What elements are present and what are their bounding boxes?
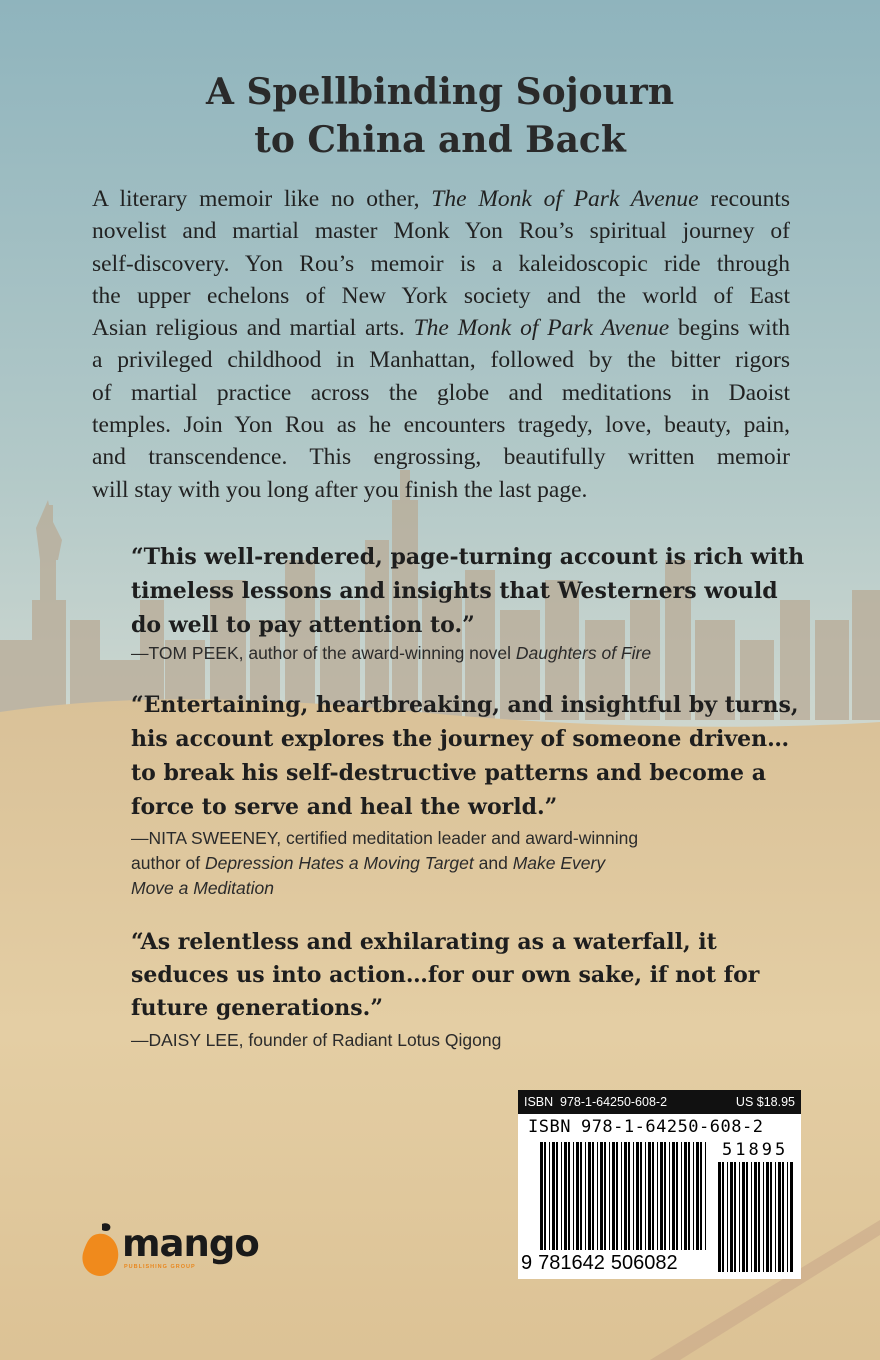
isbn-label: ISBN xyxy=(524,1095,554,1109)
barcode-bar xyxy=(746,1162,748,1272)
endorsement-quote-3 xyxy=(131,926,759,1025)
barcode-bar xyxy=(664,1142,666,1250)
barcode-bar xyxy=(576,1142,579,1250)
publisher-subtitle: PUBLISHING GROUP xyxy=(124,1264,196,1270)
barcode-bar xyxy=(564,1142,567,1250)
barcode-bar xyxy=(693,1142,694,1250)
barcode-bar xyxy=(775,1162,776,1272)
barcode-bar xyxy=(734,1162,736,1272)
barcode-bar xyxy=(766,1162,769,1272)
barcode-bar xyxy=(544,1142,546,1250)
barcode-bar xyxy=(597,1142,598,1250)
barcode-bar xyxy=(609,1142,610,1250)
publisher-logo xyxy=(80,1222,270,1282)
barcode-bar xyxy=(770,1162,772,1272)
endorsement-attribution-2: —NITA SWEENEY, certified meditation leader and award-winning author of Depression Hates a Moving Target and Make Every Move a Meditation xyxy=(131,828,639,898)
quote-line: force to serve and heal the world.” xyxy=(131,794,558,820)
barcode-bar xyxy=(573,1142,574,1250)
barcode-bar xyxy=(604,1142,606,1250)
barcode-bar xyxy=(754,1162,757,1272)
blurb-line: A literary memoir like no other, The Monk of Park Avenue recounts xyxy=(92,186,790,212)
barcode-bar xyxy=(778,1162,781,1272)
barcode-bar xyxy=(640,1142,642,1250)
barcode-bar xyxy=(787,1162,788,1272)
blurb-line: novelist and martial master Monk Yon Rou’s spiritual journey of xyxy=(92,218,790,245)
barcode-bar xyxy=(633,1142,634,1250)
quote-line: seduces us into action…for our own sake, if not for xyxy=(131,962,760,988)
barcode-bar xyxy=(660,1142,663,1250)
barcode-bar xyxy=(696,1142,699,1250)
barcode-bar xyxy=(681,1142,682,1250)
barcode-bar xyxy=(705,1142,706,1250)
barcode-bar xyxy=(722,1162,724,1272)
blurb-line: temples. Join Yon Rou as he encounters tragedy, love, beauty, pain, xyxy=(92,412,790,439)
barcode-bar xyxy=(624,1142,627,1250)
barcode-bar xyxy=(684,1142,687,1250)
barcode-bar xyxy=(730,1162,733,1272)
barcode-bar xyxy=(727,1162,728,1272)
barcode-bar xyxy=(742,1162,745,1272)
barcode-bar xyxy=(588,1142,591,1250)
blurb-line: of martial practice across the globe and meditations in Daoist xyxy=(92,379,790,406)
barcode-digits: 9 781642 506082 xyxy=(521,1252,678,1274)
barcode-bar xyxy=(688,1142,690,1250)
quote-line: “As relentless and exhilarating as a waterfall, it xyxy=(131,929,717,955)
barcode-bar xyxy=(763,1162,764,1272)
barcode-bar xyxy=(790,1162,793,1272)
barcode-bar xyxy=(552,1142,555,1250)
quote-line: do well to pay attention to.” xyxy=(131,612,475,638)
barcode-bar xyxy=(568,1142,570,1250)
quote-line: “Entertaining, heartbreaking, and insightful by turns, xyxy=(131,692,799,718)
barcode-bar xyxy=(561,1142,562,1250)
endorsement-attribution-1: —TOM PEEK, author of the award-winning novel Daughters of Fire xyxy=(131,643,652,663)
headline-line-2: to China and Back xyxy=(254,119,626,161)
barcode-bar xyxy=(657,1142,658,1250)
endorsement-attribution-3: —DAISY LEE, founder of Radiant Lotus Qigong xyxy=(131,1030,502,1050)
price-addon-digits: 51895 xyxy=(722,1140,789,1160)
blurb-line: will stay with you long after you finish the last page. xyxy=(92,476,588,503)
barcode-bar xyxy=(540,1142,543,1250)
barcode-bar xyxy=(758,1162,760,1272)
book-title: The Monk of Park Avenue xyxy=(431,186,699,212)
barcode-bar xyxy=(669,1142,670,1250)
barcode-bar xyxy=(672,1142,675,1250)
barcode-bar xyxy=(652,1142,654,1250)
quote-line: future generations.” xyxy=(131,995,383,1021)
barcode-bar xyxy=(628,1142,630,1250)
barcode-bars xyxy=(518,1090,801,1279)
barcode-bar xyxy=(648,1142,651,1250)
barcode-bar xyxy=(718,1162,721,1272)
blurb-line: self-discovery. Yon Rou’s memoir is a kaleidoscopic ride through xyxy=(92,250,790,277)
endorsement-quote-1 xyxy=(131,540,804,642)
isbn-human-readable: ISBN 978-1-64250-608-2 xyxy=(528,1117,764,1137)
isbn-barcode xyxy=(518,1090,801,1279)
price-label: US $18.95 xyxy=(735,1095,795,1109)
barcode-bar xyxy=(676,1142,678,1250)
barcode-bar xyxy=(636,1142,639,1250)
blurb-line: and transcendence. This engrossing, beautifully written memoir xyxy=(92,444,790,471)
blurb-line: Asian religious and martial arts. The Monk of Park Avenue begins with xyxy=(92,315,790,342)
quote-line: to break his self-destructive patterns and become a xyxy=(131,760,766,786)
book-title: The Monk of Park Avenue xyxy=(413,315,670,342)
barcode-bar xyxy=(616,1142,618,1250)
barcode-bar xyxy=(580,1142,582,1250)
blurb-line: the upper echelons of New York society and the world of East xyxy=(92,282,790,309)
barcode-bar xyxy=(585,1142,586,1250)
blurb-line: a privileged childhood in Manhattan, followed by the bitter rigors xyxy=(92,347,790,374)
isbn-number: 978-1-64250-608-2 xyxy=(560,1095,668,1109)
barcode-bar xyxy=(621,1142,622,1250)
blurb-paragraph xyxy=(92,183,790,506)
endorsement-quote-2 xyxy=(131,688,799,824)
barcode-bar xyxy=(782,1162,784,1272)
barcode-bar xyxy=(592,1142,594,1250)
barcode-bar xyxy=(739,1162,740,1272)
publisher-name: mango xyxy=(122,1222,259,1265)
barcode-bar xyxy=(751,1162,752,1272)
headline xyxy=(0,68,880,164)
quote-line: timeless lessons and insights that Westerners would xyxy=(131,578,778,604)
headline-line-1: A Spellbinding Sojourn xyxy=(206,71,674,113)
barcode-bar xyxy=(549,1142,550,1250)
barcode-bar xyxy=(700,1142,702,1250)
barcode-bar xyxy=(645,1142,646,1250)
barcode-bar xyxy=(612,1142,615,1250)
barcode-bar xyxy=(556,1142,558,1250)
mango-fruit-icon xyxy=(80,1222,122,1280)
quote-line: “This well-rendered, page-turning account is rich with xyxy=(131,544,805,570)
barcode-bar xyxy=(600,1142,603,1250)
quote-line: his account explores the journey of someone driven… xyxy=(131,726,790,752)
